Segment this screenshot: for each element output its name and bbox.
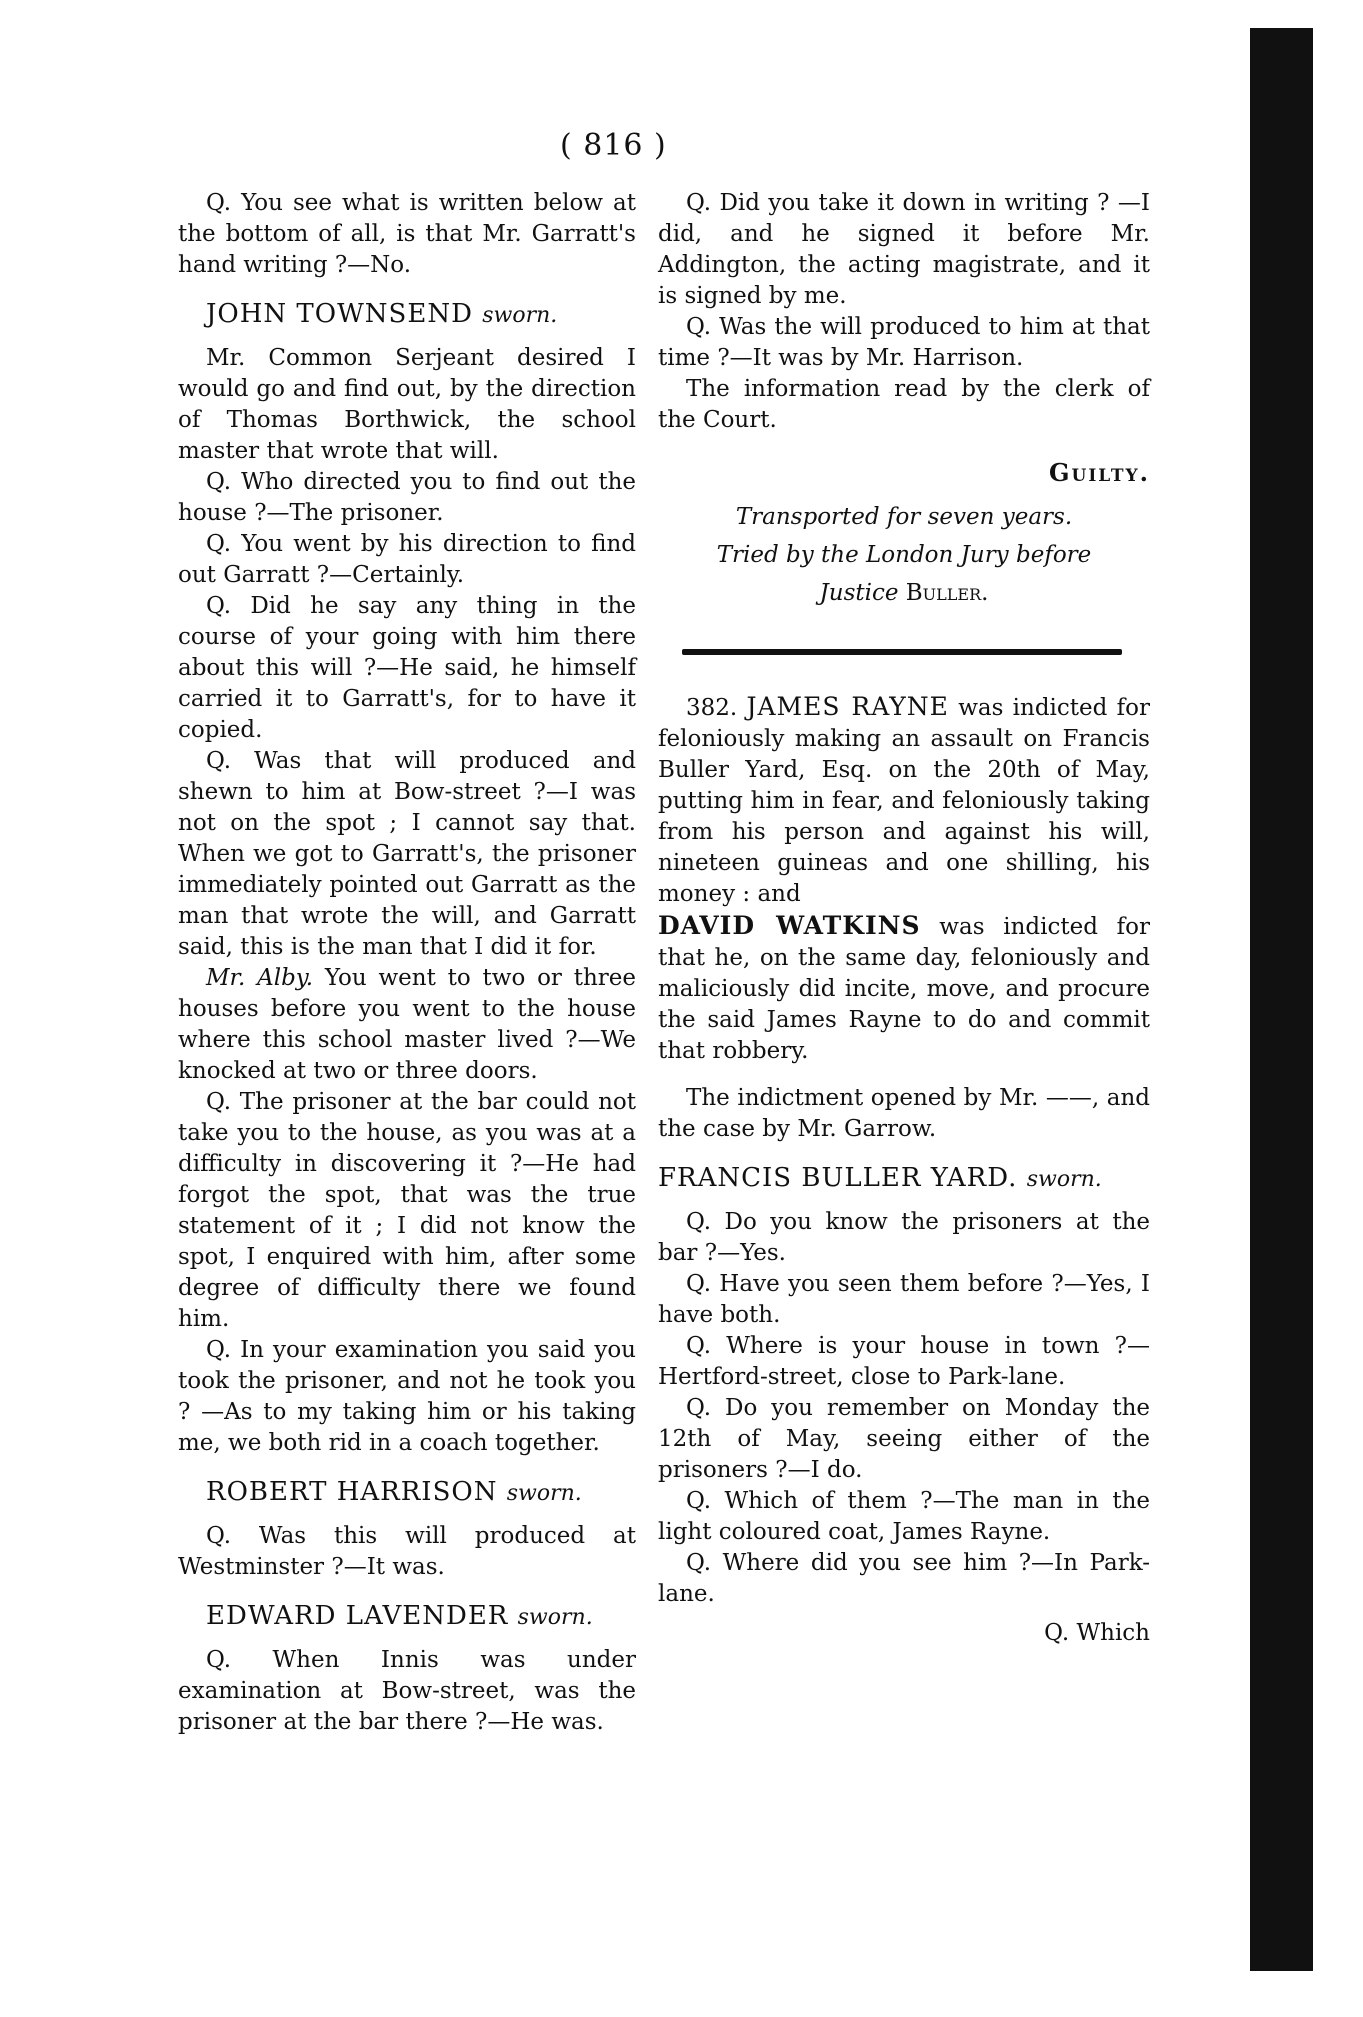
paragraph-text: You went to two or three houses before you went to the house where this school master lived ?—We knocked at two or three doors.: [178, 965, 636, 1084]
scan-edge-bar: [1250, 28, 1313, 1971]
defendant-name: DAVID WATKINS: [658, 911, 921, 940]
paragraph: Q. Did you take it down in writing ? —I did, and he signed it before Mr. Addington, the acting magistrate, and it is signed by me.: [658, 190, 1150, 309]
sworn-label: sworn.: [482, 303, 558, 328]
paragraph: The indictment opened by Mr. ——, and the case by Mr. Garrow.: [658, 1085, 1150, 1142]
paragraph: Q. Have you seen them before ?—Yes, I have both.: [658, 1271, 1150, 1328]
paragraph: Q. The prisoner at the bar could not take you to the house, as you was at a difficulty in discovering it ?—He had forgot the spot, that was the true statement of it ; I did not know the spot, I enquired with him, after some degree of difficulty there we found him.: [178, 1089, 636, 1332]
witness-heading: [178, 1475, 636, 1511]
paragraph: Mr. Common Serjeant desired I would go and find out, by the direction of Thomas Borthwick, the school master that wrote that will.: [178, 345, 636, 464]
sworn-label: sworn.: [506, 1481, 582, 1506]
paragraph: Q. You went by his direction to find out Garratt ?—Certainly.: [178, 531, 636, 588]
left-column: [178, 188, 636, 1738]
case-paragraph: [658, 691, 1150, 910]
paragraph-text: was indicted for that he, on the same day, feloniously and maliciously did incite, move, and procure the said James Rayne to do and commit that robbery.: [658, 914, 1150, 1064]
paragraph: Q. You see what is written below at the bottom of all, is that Mr. Garratt's hand writing ?—No.: [178, 190, 636, 278]
verdict: Guilty.: [1049, 458, 1150, 487]
paragraph: Q. Where did you see him ?—In Park-lane.: [658, 1550, 1150, 1607]
speaker-label: Mr. Alby.: [206, 965, 314, 991]
catchword: Q. Which: [1044, 1620, 1150, 1646]
witness-name: JOHN TOWNSEND: [206, 299, 473, 329]
sworn-label: sworn.: [1026, 1167, 1102, 1192]
sentence: Transported for seven years.: [735, 504, 1073, 530]
defendant-name: JAMES RAYNE: [746, 692, 949, 721]
witness-heading: [178, 1599, 636, 1635]
right-column: [658, 188, 1150, 1646]
justice-prefix: Justice: [819, 580, 899, 606]
paragraph: Q. Was the will produced to him at that time ?—It was by Mr. Harrison.: [658, 314, 1150, 371]
witness-name: EDWARD LAVENDER: [206, 1601, 509, 1631]
paragraph: Q. Was this will produced at Westminster ?—It was.: [178, 1523, 636, 1580]
case-number: 382.: [686, 695, 738, 721]
paragraph: Q. Who directed you to find out the house ?—The prisoner.: [178, 469, 636, 526]
paragraph: [178, 963, 636, 1087]
paragraph: Q. Do you know the prisoners at the bar ?—Yes.: [658, 1209, 1150, 1266]
paragraph: Q. Did he say any thing in the course of your going with him there about this will ?—He said, he himself carried it to Garratt's, for to have it copied.: [178, 593, 636, 743]
section-divider: [682, 649, 1122, 655]
paragraph: [658, 910, 1150, 1067]
paragraph-text: was indicted for feloniously making an assault on Francis Buller Yard, Esq. on the 20th of May, putting him in fear, and feloniously taking from his person and against his will, nineteen guineas and one shilling, his money : and: [658, 695, 1150, 907]
witness-name: ROBERT HARRISON: [206, 1477, 498, 1507]
witness-name: FRANCIS BULLER YARD.: [658, 1163, 1018, 1193]
tried-by: Tried by the London Jury before: [716, 542, 1092, 568]
paragraph: Q. When Innis was under examination at Bow-street, was the prisoner at the bar there ?—He was.: [178, 1647, 636, 1735]
paragraph: Q. Which of them ?—The man in the light coloured coat, James Rayne.: [658, 1488, 1150, 1545]
paragraph: Q. Do you remember on Monday the 12th of May, seeing either of the prisoners ?—I do.: [658, 1395, 1150, 1483]
justice-line: [658, 577, 1150, 609]
paragraph: Q. In your examination you said you took the prisoner, and not he took you ? —As to my taking him or his taking me, we both rid in a coach together.: [178, 1337, 636, 1456]
paragraph: Q. Was that will produced and shewn to him at Bow-street ?—I was not on the spot ; I cannot say that. When we got to Garratt's, the prisoner immediately pointed out Garratt as the man that wrote the will, and Garratt said, this is the man that I did it for.: [178, 748, 636, 960]
paragraph: Q. Where is your house in town ?—Hertford-street, close to Park-lane.: [658, 1333, 1150, 1390]
justice-name: Buller.: [905, 580, 989, 606]
page-number: ( 816 ): [560, 128, 667, 163]
witness-heading: [658, 1161, 1150, 1197]
sworn-label: sworn.: [517, 1605, 593, 1630]
paragraph: The information read by the clerk of the Court.: [658, 376, 1150, 433]
witness-heading: [178, 297, 636, 333]
